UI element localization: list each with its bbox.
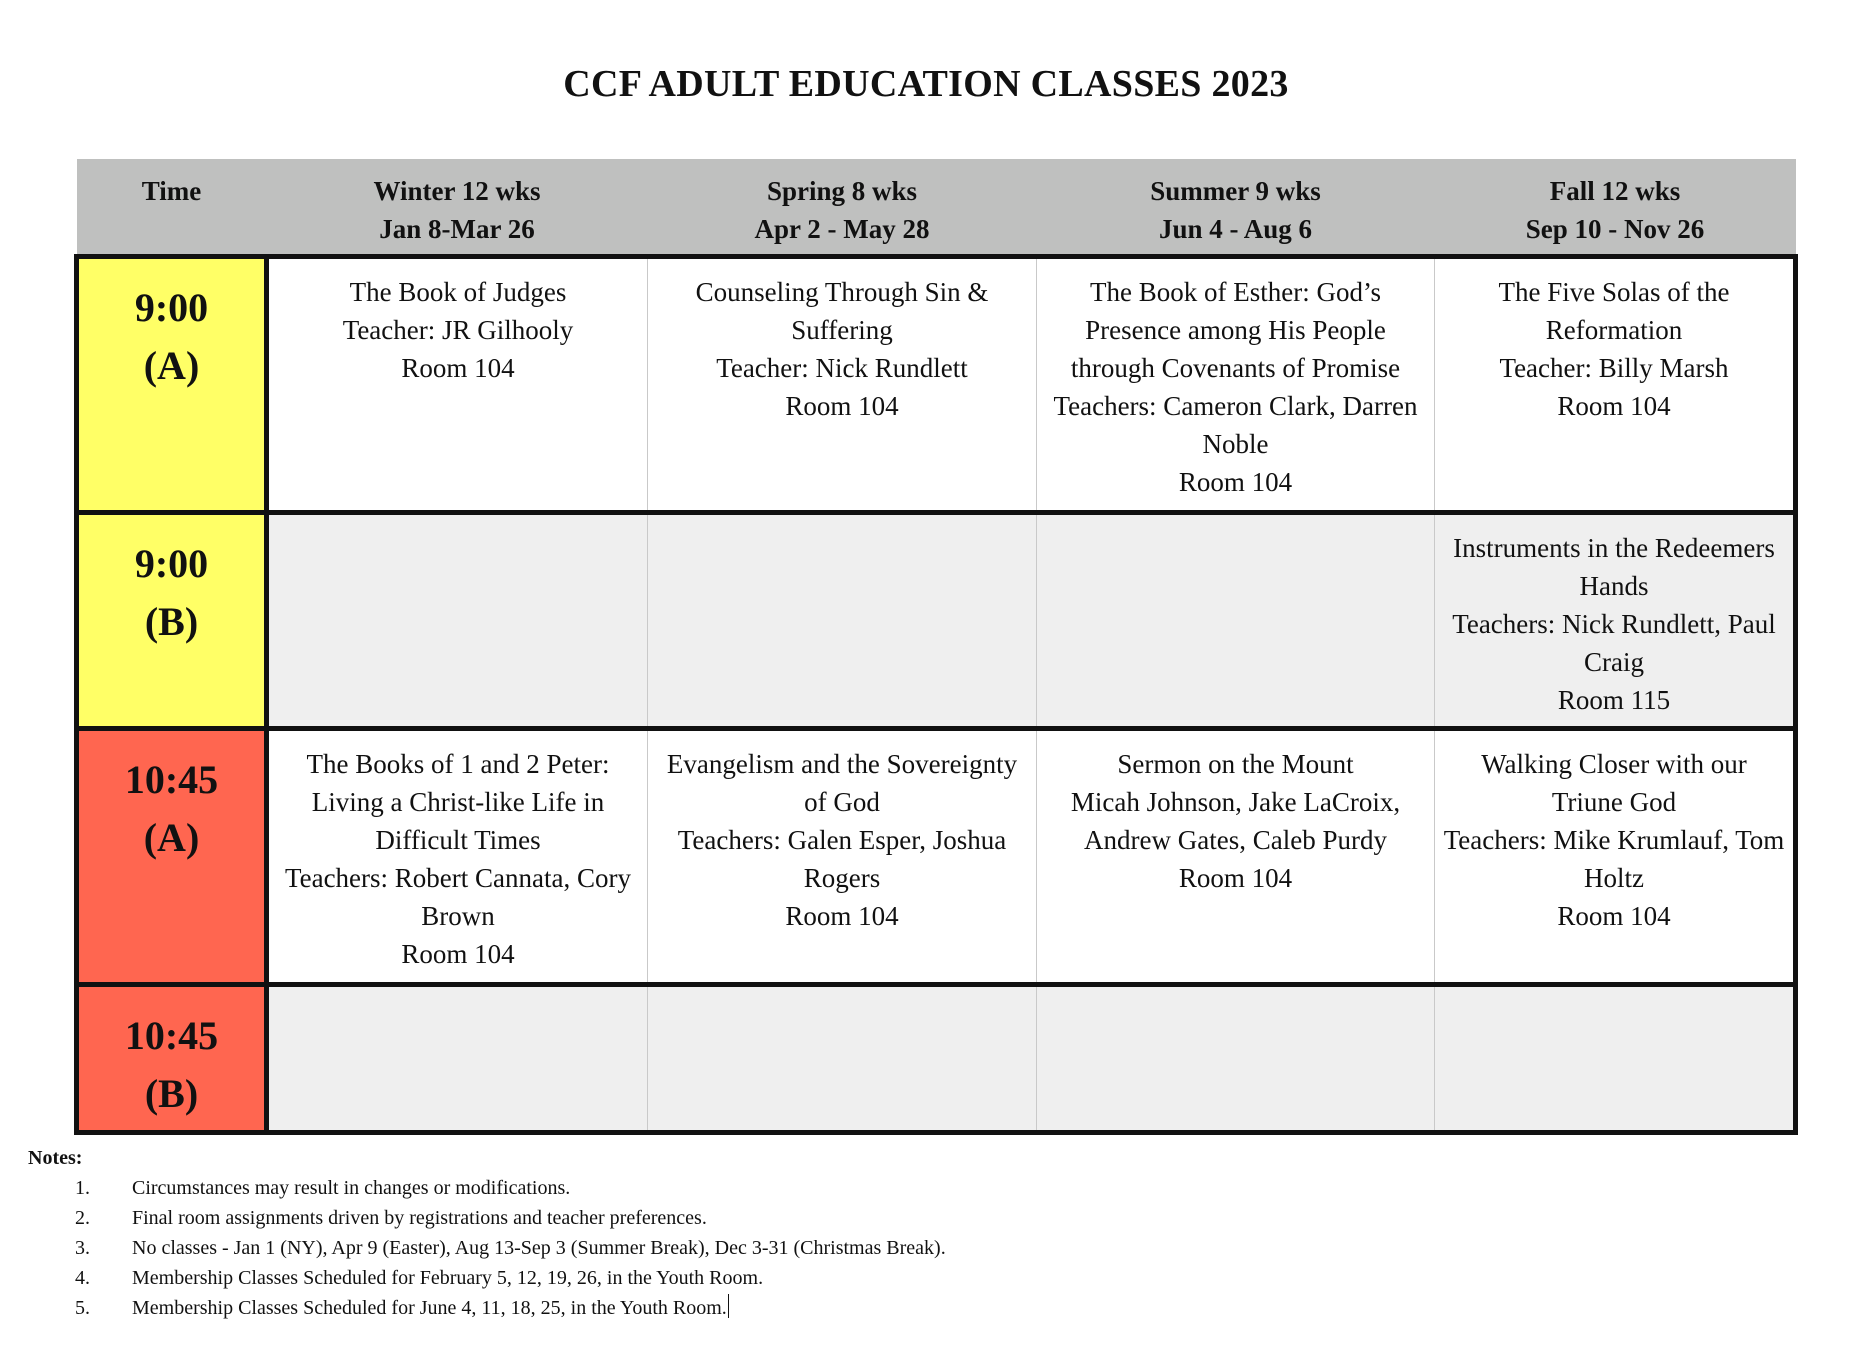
- notes-heading: Notes:: [28, 1147, 83, 1169]
- class-cell: The Five Solas of the Reformation Teacher: Billy Marsh Room 104: [1435, 256, 1796, 512]
- header-spring: Spring 8 wks Apr 2 - May 28: [648, 159, 1037, 256]
- note-text: Membership Classes Scheduled for June 4, 11, 18, 25, in the Youth Room.: [132, 1297, 727, 1319]
- time-slot-900-b: 9:00 (B): [77, 512, 267, 728]
- class-cell-empty: [1037, 512, 1435, 728]
- class-cell: Walking Closer with our Triune God Teachers: Mike Krumlauf, Tom Holtz Room 104: [1435, 728, 1796, 984]
- header-summer: Summer 9 wks Jun 4 - Aug 6: [1037, 159, 1435, 256]
- class-cell-empty: [1037, 984, 1435, 1132]
- class-cell-empty: [267, 512, 648, 728]
- text-cursor: [728, 1294, 729, 1318]
- class-cell: The Book of Esther: God’s Presence among His People through Covenants of Promise Teachers: Cameron Clark, Darren Noble Room 104: [1037, 256, 1435, 512]
- table-row: [77, 984, 1796, 1132]
- note-item: 3. No classes - Jan 1 (NY), Apr 9 (Easter), Aug 13-Sep 3 (Summer Break), Dec 3-31 (Christmas Break).: [75, 1237, 946, 1259]
- class-cell: Evangelism and the Sovereignty of God Teachers: Galen Esper, Joshua Rogers Room 104: [648, 728, 1037, 984]
- header-fall: Fall 12 wks Sep 10 - Nov 26: [1435, 159, 1796, 256]
- page-title: CCF ADULT EDUCATION CLASSES 2023: [563, 63, 1289, 105]
- class-cell: Sermon on the Mount Micah Johnson, Jake LaCroix, Andrew Gates, Caleb Purdy Room 104: [1037, 728, 1435, 984]
- time-slot-1045-a: 10:45 (A): [77, 728, 267, 984]
- table-row: [77, 256, 1796, 512]
- time-slot-900-a: 9:00 (A): [77, 256, 267, 512]
- schedule-table: [74, 159, 1798, 1135]
- class-cell-empty: [1435, 984, 1796, 1132]
- class-cell-empty: [648, 512, 1037, 728]
- header-time: Time: [77, 159, 267, 256]
- note-item: 4. Membership Classes Scheduled for February 5, 12, 19, 26, in the Youth Room.: [75, 1267, 764, 1289]
- class-cell: Counseling Through Sin & Suffering Teacher: Nick Rundlett Room 104: [648, 256, 1037, 512]
- notes-list: [28, 1173, 1808, 1323]
- class-cell: Instruments in the Redeemers Hands Teachers: Nick Rundlett, Paul Craig Room 115: [1435, 512, 1796, 728]
- time-slot-1045-b: 10:45 (B): [77, 984, 267, 1132]
- notes-section: [28, 1143, 1808, 1323]
- class-cell: The Book of Judges Teacher: JR Gilhooly Room 104: [267, 256, 648, 512]
- class-cell-empty: [267, 984, 648, 1132]
- table-row: [77, 728, 1796, 984]
- note-item: 1. Circumstances may result in changes or modifications.: [75, 1177, 571, 1199]
- note-item: 2. Final room assignments driven by registrations and teacher preferences.: [75, 1207, 707, 1229]
- class-cell-empty: [648, 984, 1037, 1132]
- note-item: 5. Membership Classes Scheduled for June 4, 11, 18, 25, in the Youth Room.: [28, 1293, 1808, 1323]
- table-row: [77, 512, 1796, 728]
- header-winter: Winter 12 wks Jan 8-Mar 26: [267, 159, 648, 256]
- class-cell: The Books of 1 and 2 Peter: Living a Christ-like Life in Difficult Times Teachers: Robert Cannata, Cory Brown Room 104: [267, 728, 648, 984]
- table-header: [77, 159, 1796, 256]
